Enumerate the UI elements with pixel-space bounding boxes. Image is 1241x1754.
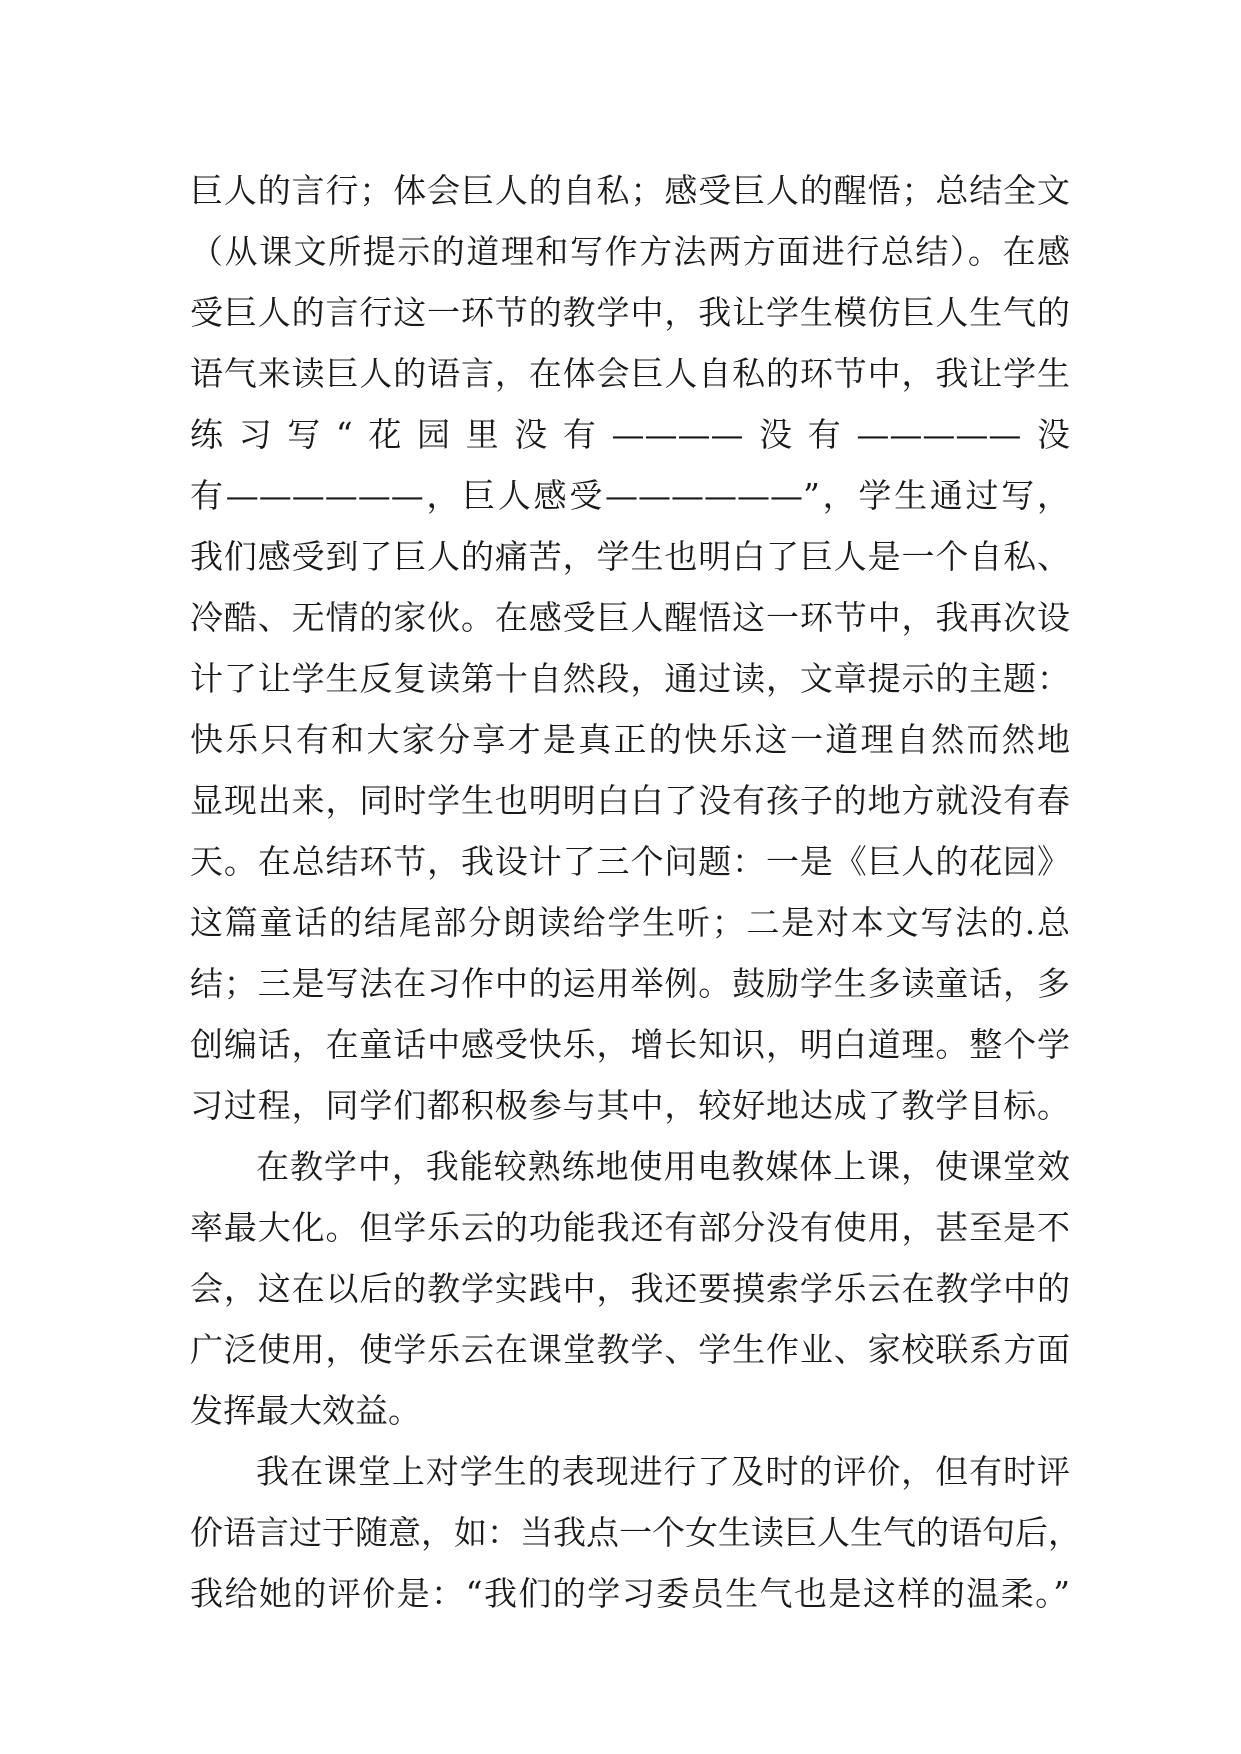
text-line: 练习写“花园里没有————没有—————没: [190, 415, 1070, 454]
text-line: 受巨人的言行这一环节的教学中，我让学生模仿巨人生气的: [190, 293, 1070, 332]
paragraph: [190, 1441, 1081, 1624]
text-line: 有——————，巨人感受——————”，学生通过写，: [190, 476, 1070, 515]
text-line: 计了让学生反复读第十自然段，通过读，文章提示的主题：: [190, 659, 1070, 698]
text-line: （从课文所提示的道理和写作方法两方面进行总结）。在感: [190, 232, 1070, 271]
text-line: 天。在总结环节，我设计了三个问题：一是《巨人的花园》: [190, 842, 1070, 881]
text-line: 显现出来，同时学生也明明白白了没有孩子的地方就没有春: [190, 781, 1070, 820]
text-line: 冷酷、无情的家伙。在感受巨人醒悟这一环节中，我再次设: [190, 598, 1070, 637]
text-line: 广泛使用，使学乐云在课堂教学、学生作业、家校联系方面: [190, 1330, 1070, 1369]
text-line: 发挥最大效益。: [190, 1391, 421, 1430]
text-line: 我们感受到了巨人的痛苦，学生也明白了巨人是一个自私、: [190, 537, 1070, 576]
text-line: 我在课堂上对学生的表现进行了及时的评价，但有时评: [256, 1452, 1070, 1491]
paragraph: [190, 160, 1070, 1136]
text-line: 在教学中，我能较熟练地使用电教媒体上课，使课堂效: [256, 1147, 1070, 1186]
text-line: 价语言过于随意，如：当我点一个女生读巨人生气的语句后，: [190, 1513, 1081, 1552]
text-line: 巨人的言行；体会巨人的自私；感受巨人的醒悟；总结全文: [190, 171, 1070, 210]
text-line: 率最大化。但学乐云的功能我还有部分没有使用，甚至是不: [190, 1208, 1070, 1247]
text-line: 快乐只有和大家分享才是真正的快乐这一道理自然而然地: [190, 720, 1070, 759]
text-line: 会，这在以后的教学实践中，我还要摸索学乐云在教学中的: [190, 1269, 1070, 1308]
text-line: 创编话，在童话中感受快乐，增长知识，明白道理。整个学: [190, 1025, 1070, 1064]
body-text: [190, 160, 1081, 1624]
text-line: 我给她的评价是：“我们的学习委员生气也是这样的温柔。”: [190, 1574, 1070, 1613]
text-line: 这篇童话的结尾部分朗读给学生听；二是对本文写法的.总: [190, 903, 1070, 942]
text-line: 结；三是写法在习作中的运用举例。鼓励学生多读童话，多: [190, 964, 1070, 1003]
text-line: 语气来读巨人的语言，在体会巨人自私的环节中，我让学生: [190, 354, 1070, 393]
text-line: 习过程，同学们都积极参与其中，较好地达成了教学目标。: [190, 1086, 1070, 1125]
paragraph: [190, 1136, 1070, 1441]
